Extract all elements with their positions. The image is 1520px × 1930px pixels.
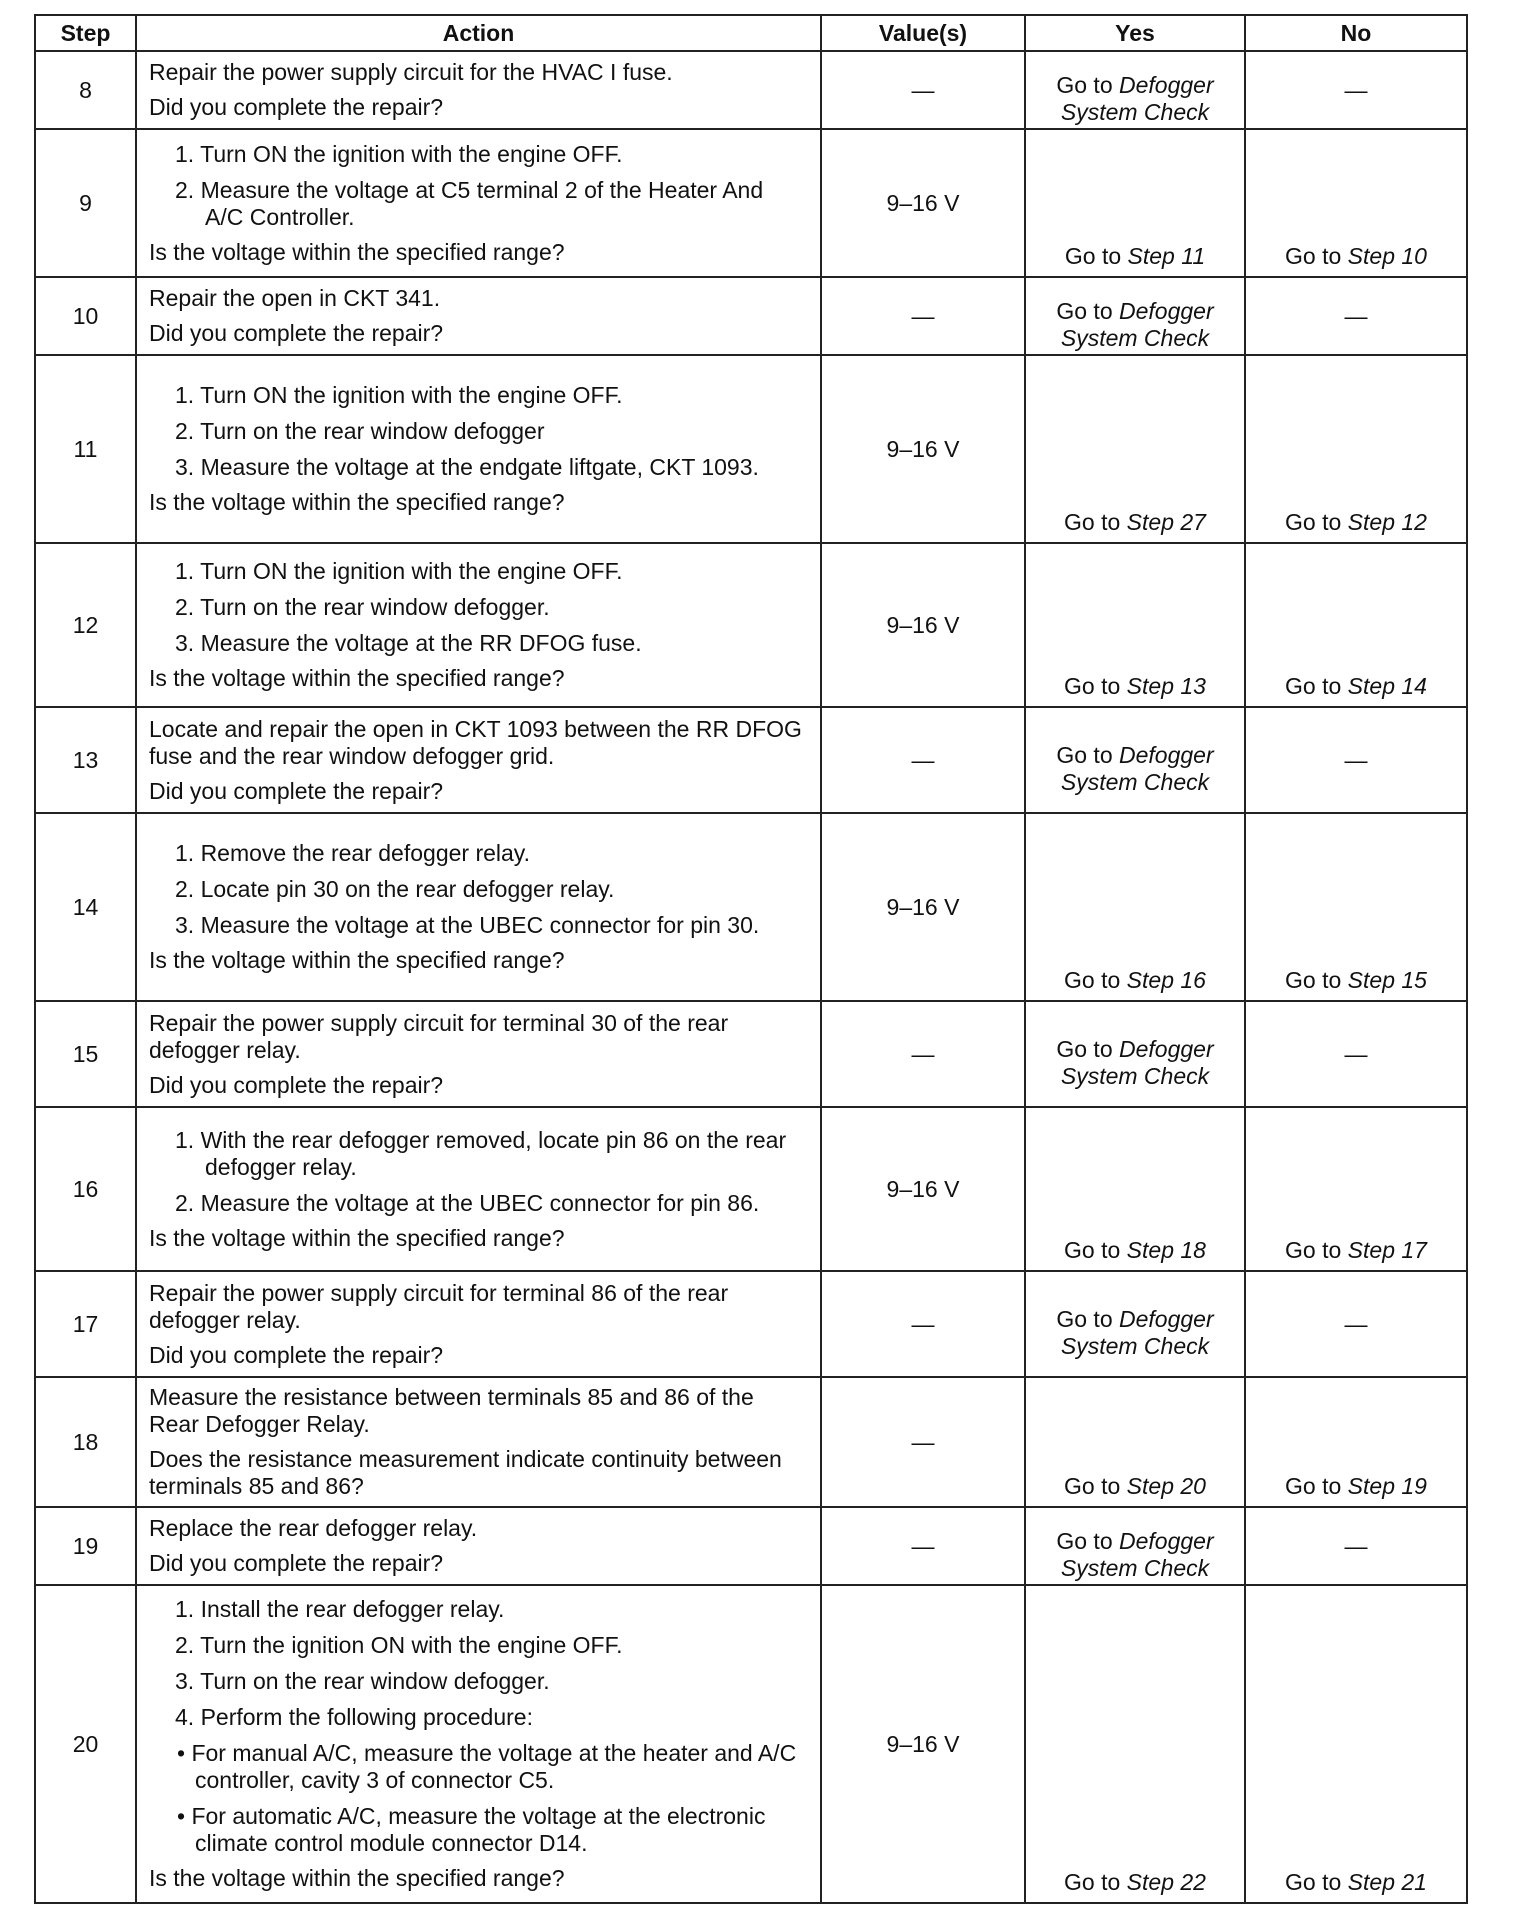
yes-target: Defogger (1119, 742, 1214, 768)
goto-label: Go to (1064, 1237, 1121, 1263)
yes-target: Step 27 (1126, 509, 1206, 535)
no-cell (1245, 1507, 1467, 1585)
goto-label: Go to (1064, 673, 1121, 699)
table-row (35, 707, 1467, 813)
no-dash: — (1344, 1040, 1368, 1067)
action-question: Is the voltage within the specified range? (149, 947, 565, 973)
diagnostic-table-page (34, 14, 1466, 1904)
no-cell (1245, 707, 1467, 813)
action-cell (136, 813, 821, 1001)
no-target: Step 17 (1347, 1237, 1427, 1263)
action-cell (136, 543, 821, 707)
action-text: Repair the power supply circuit for terminal 30 of the rear defogger relay. (149, 1009, 729, 1063)
value-cell: — (821, 1271, 1025, 1377)
yes-cell (1025, 543, 1245, 707)
table-row (35, 129, 1467, 277)
goto-label: Go to (1285, 1237, 1342, 1263)
value-cell: — (821, 1001, 1025, 1107)
goto-label: Go to (1285, 1473, 1342, 1499)
value-cell: 9–16 V (821, 1585, 1025, 1903)
action-step-item: 1. Turn ON the ignition with the engine OFF. (175, 558, 623, 584)
action-question: Is the voltage within the specified range? (149, 1865, 565, 1891)
action-cell (136, 1507, 821, 1585)
yes-link (1026, 1306, 1244, 1333)
header-yes: Yes (1025, 15, 1245, 51)
header-no: No (1245, 15, 1467, 51)
table-row (35, 1585, 1467, 1903)
no-cell (1245, 51, 1467, 129)
step-number: 15 (35, 1001, 136, 1107)
no-target: Step 14 (1347, 673, 1427, 699)
action-cell (136, 1271, 821, 1377)
yes-link (1026, 1036, 1244, 1063)
yes-target: Defogger (1119, 1528, 1214, 1554)
header-row (35, 15, 1467, 51)
step-number: 13 (35, 707, 136, 813)
value-cell: 9–16 V (821, 543, 1025, 707)
action-step-item: 2. Locate pin 30 on the rear defogger relay. (175, 876, 615, 902)
goto-label: Go to (1285, 243, 1342, 269)
header-values: Value(s) (821, 15, 1025, 51)
goto-label: Go to (1285, 509, 1342, 535)
value-cell: — (821, 707, 1025, 813)
action-bullet-item: • For manual A/C, measure the voltage at the heater and A/C controller, cavity 3 of connector C5. (177, 1740, 797, 1793)
yes-target: Step 16 (1126, 967, 1206, 993)
value-cell: 9–16 V (821, 129, 1025, 277)
action-cell (136, 51, 821, 129)
action-step-item: 2. Measure the voltage at C5 terminal 2 of the Heater And A/C Controller. (175, 176, 764, 230)
action-question: Did you complete the repair? (149, 1341, 444, 1368)
action-text: Repair the power supply circuit for the HVAC I fuse. (149, 59, 673, 85)
action-cell (136, 1585, 821, 1903)
step-number: 18 (35, 1377, 136, 1507)
action-step-item: 1. Turn ON the ignition with the engine OFF. (175, 382, 623, 408)
yes-link (1026, 72, 1244, 99)
no-target: Step 21 (1347, 1869, 1427, 1895)
yes-cell (1025, 1271, 1245, 1377)
action-cell (136, 1001, 821, 1107)
goto-label: Go to (1064, 243, 1122, 269)
action-step-item: 3. Measure the voltage at the RR DFOG fuse. (175, 630, 642, 656)
no-target: Step 19 (1347, 1473, 1427, 1499)
action-cell (136, 1107, 821, 1271)
action-question: Did you complete the repair? (149, 320, 444, 346)
yes-cell (1025, 1377, 1245, 1507)
no-cell (1245, 543, 1467, 707)
action-question: Did you complete the repair? (149, 1071, 444, 1098)
yes-target-line2: System Check (1060, 325, 1210, 351)
yes-link (1026, 1528, 1244, 1555)
action-question: Is the voltage within the specified range? (149, 665, 565, 691)
no-cell (1245, 1001, 1467, 1107)
step-number: 17 (35, 1271, 136, 1377)
action-text: Repair the power supply circuit for terminal 86 of the rear defogger relay. (149, 1279, 729, 1333)
step-number: 16 (35, 1107, 136, 1271)
goto-label: Go to (1056, 72, 1113, 98)
yes-target-line2: System Check (1060, 1063, 1210, 1089)
yes-cell (1025, 129, 1245, 277)
goto-label: Go to (1285, 1869, 1342, 1895)
action-question: Did you complete the repair? (149, 1550, 444, 1576)
goto-label: Go to (1285, 967, 1342, 993)
action-step-item: 2. Measure the voltage at the UBEC connector for pin 86. (175, 1189, 760, 1216)
step-number: 19 (35, 1507, 136, 1585)
action-step-item: 1. With the rear defogger removed, locate pin 86 on the rear defogger relay. (175, 1126, 787, 1180)
action-question: Did you complete the repair? (149, 94, 444, 120)
no-cell (1245, 813, 1467, 1001)
action-cell (136, 1377, 821, 1507)
no-target: Step 15 (1347, 967, 1427, 993)
step-number: 14 (35, 813, 136, 1001)
no-dash: — (1344, 302, 1368, 329)
action-cell (136, 355, 821, 543)
goto-label: Go to (1064, 1869, 1121, 1895)
value-cell: 9–16 V (821, 355, 1025, 543)
action-question: Did you complete the repair? (149, 777, 444, 804)
action-step-item: 3. Turn on the rear window defogger. (175, 1668, 550, 1694)
no-dash: — (1344, 746, 1368, 773)
value-cell: 9–16 V (821, 1107, 1025, 1271)
action-text: Measure the resistance between terminals 85 and 86 of the Rear Defogger Relay. (149, 1384, 754, 1437)
no-cell (1245, 1377, 1467, 1507)
goto-label: Go to (1056, 1528, 1113, 1554)
no-cell (1245, 277, 1467, 355)
value-cell: — (821, 1507, 1025, 1585)
yes-cell (1025, 1585, 1245, 1903)
goto-label: Go to (1064, 967, 1121, 993)
step-number: 12 (35, 543, 136, 707)
table-row (35, 813, 1467, 1001)
table-row (35, 1107, 1467, 1271)
yes-target: Step 20 (1126, 1473, 1206, 1499)
goto-label: Go to (1064, 509, 1121, 535)
no-cell (1245, 1271, 1467, 1377)
yes-target-line2: System Check (1060, 1333, 1210, 1359)
action-step-item: 2. Turn the ignition ON with the engine OFF. (175, 1632, 623, 1658)
action-text: Locate and repair the open in CKT 1093 between the RR DFOG fuse and the rear window defogger grid. (149, 715, 802, 769)
yes-target-line2: System Check (1060, 1555, 1210, 1581)
action-cell (136, 277, 821, 355)
no-target: Step 10 (1347, 243, 1427, 269)
yes-target: Defogger (1119, 72, 1214, 98)
header-action: Action (136, 15, 821, 51)
table-row (35, 1377, 1467, 1507)
action-question: Is the voltage within the specified range? (149, 1224, 565, 1251)
goto-label: Go to (1056, 1306, 1113, 1332)
table-row (35, 1507, 1467, 1585)
table-row (35, 1001, 1467, 1107)
yes-target-line2: System Check (1060, 99, 1210, 125)
yes-target: Step 22 (1126, 1869, 1206, 1895)
yes-cell (1025, 51, 1245, 129)
yes-cell (1025, 277, 1245, 355)
action-cell (136, 129, 821, 277)
goto-label: Go to (1056, 742, 1113, 768)
table-row (35, 355, 1467, 543)
action-step-item: 3. Measure the voltage at the UBEC connector for pin 30. (175, 912, 760, 938)
yes-target: Step 18 (1126, 1237, 1206, 1263)
step-number: 8 (35, 51, 136, 129)
action-step-item: 1. Install the rear defogger relay. (175, 1596, 505, 1622)
no-cell (1245, 1107, 1467, 1271)
yes-cell (1025, 707, 1245, 813)
yes-target: Defogger (1119, 1306, 1214, 1332)
no-dash: — (1344, 76, 1368, 103)
no-cell (1245, 355, 1467, 543)
yes-cell (1025, 813, 1245, 1001)
no-dash: — (1344, 1310, 1368, 1337)
action-step-item: 1. Turn ON the ignition with the engine OFF. (175, 140, 623, 167)
action-bullet-item: • For automatic A/C, measure the voltage at the electronic climate control module connector D14. (177, 1803, 766, 1856)
yes-target: Step 13 (1126, 673, 1206, 699)
yes-cell (1025, 1001, 1245, 1107)
yes-target: Defogger (1119, 1036, 1214, 1062)
table-row (35, 51, 1467, 129)
step-number: 20 (35, 1585, 136, 1903)
action-cell (136, 707, 821, 813)
action-question: Is the voltage within the specified range? (149, 238, 565, 265)
action-question: Is the voltage within the specified range? (149, 489, 565, 515)
yes-target-line2: System Check (1060, 769, 1210, 795)
action-step-item: 3. Measure the voltage at the endgate liftgate, CKT 1093. (175, 454, 759, 480)
value-cell: 9–16 V (821, 813, 1025, 1001)
yes-cell (1025, 355, 1245, 543)
yes-cell (1025, 1107, 1245, 1271)
no-cell (1245, 129, 1467, 277)
step-number: 11 (35, 355, 136, 543)
step-number: 10 (35, 277, 136, 355)
no-target: Step 12 (1347, 509, 1427, 535)
action-step-item: 2. Turn on the rear window defogger (175, 418, 545, 444)
goto-label: Go to (1064, 1473, 1121, 1499)
table-row (35, 1271, 1467, 1377)
action-step-item: 4. Perform the following procedure: (175, 1704, 533, 1730)
goto-label: Go to (1285, 673, 1342, 699)
value-cell: — (821, 277, 1025, 355)
header-step: Step (35, 15, 136, 51)
table-row (35, 543, 1467, 707)
yes-target: Step 11 (1127, 243, 1206, 269)
goto-label: Go to (1056, 298, 1113, 324)
yes-link (1026, 298, 1244, 325)
step-number: 9 (35, 129, 136, 277)
action-question: Does the resistance measurement indicate continuity between terminals 85 and 86? (149, 1446, 782, 1499)
yes-cell (1025, 1507, 1245, 1585)
table-body (35, 51, 1467, 1903)
no-dash: — (1344, 1532, 1368, 1559)
no-cell (1245, 1585, 1467, 1903)
value-cell: — (821, 1377, 1025, 1507)
goto-label: Go to (1056, 1036, 1113, 1062)
value-cell: — (821, 51, 1025, 129)
yes-link (1026, 742, 1244, 769)
action-step-item: 2. Turn on the rear window defogger. (175, 594, 550, 620)
table-row (35, 277, 1467, 355)
diagnostic-table (34, 14, 1468, 1904)
action-step-item: 1. Remove the rear defogger relay. (175, 840, 530, 866)
action-text: Replace the rear defogger relay. (149, 1515, 478, 1541)
yes-target: Defogger (1119, 298, 1214, 324)
action-text: Repair the open in CKT 341. (149, 285, 441, 311)
